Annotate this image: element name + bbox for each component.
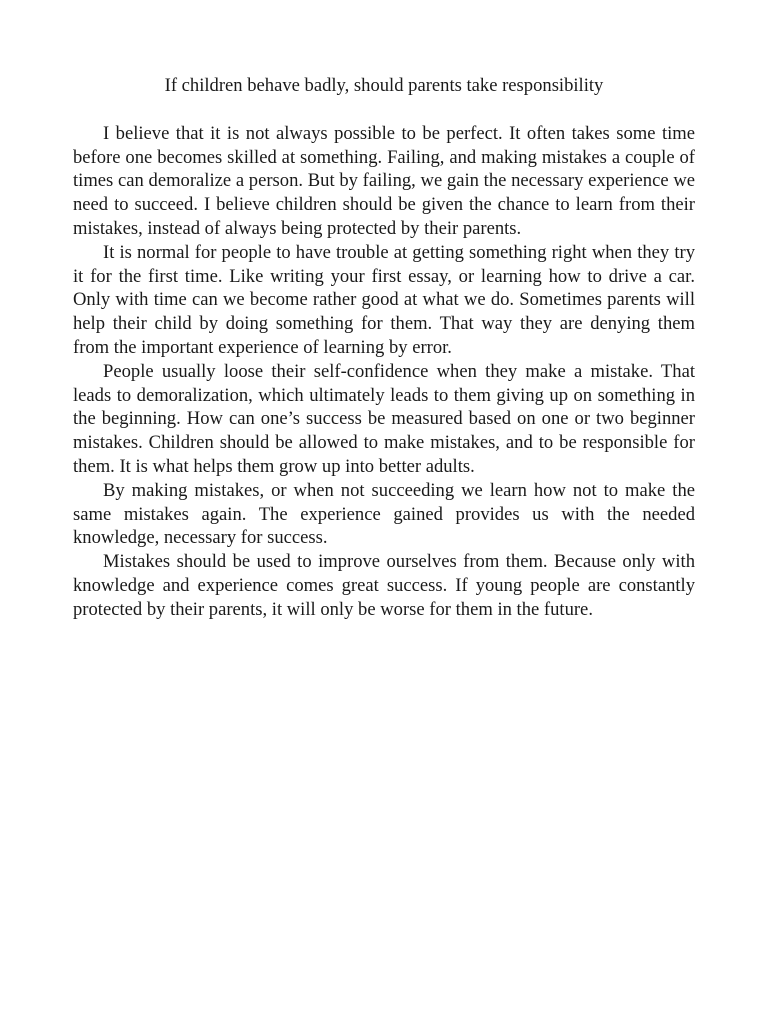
- paragraph: Mistakes should be used to improve ourselves from them. Because only with knowledge and experience comes great success. If young people are constantly protected by their parents, it will only be worse for them in the future.: [73, 551, 695, 620]
- document-body: [73, 74, 695, 622]
- paragraph: By making mistakes, or when not succeeding we learn how not to make the same mistakes again. The experience gained provides us with the needed knowledge, necessary for success.: [73, 479, 695, 549]
- paragraph: I believe that it is not always possible to be perfect. It often takes some time before one becomes skilled at something. Failing, and making mistakes a couple of times can demoralize a person. But by failing, we gain the necessary experience we need to succeed. I believe children should be given the chance to learn from their mistakes, instead of always being protected by their parents.: [73, 122, 695, 239]
- paragraph: It is normal for people to have trouble at getting something right when they try it for the first time. Like writing your first essay, or learning how to drive a car. Only with time can we become rather good at what we do. Sometimes parents will help their child by doing something for them. That way they are denying them from the important experience of learning by error.: [73, 241, 695, 358]
- document-title: If children behave badly, should parents take responsibility: [164, 75, 604, 96]
- paragraph: People usually loose their self-confidence when they make a mistake. That leads to demoralization, which ultimately leads to them giving up on something in the beginning. How can one’s success be measured based on one or two beginner mistakes. Children should be allowed to make mistakes, and to be responsible for them. It is what helps them grow up into better adults.: [73, 360, 695, 477]
